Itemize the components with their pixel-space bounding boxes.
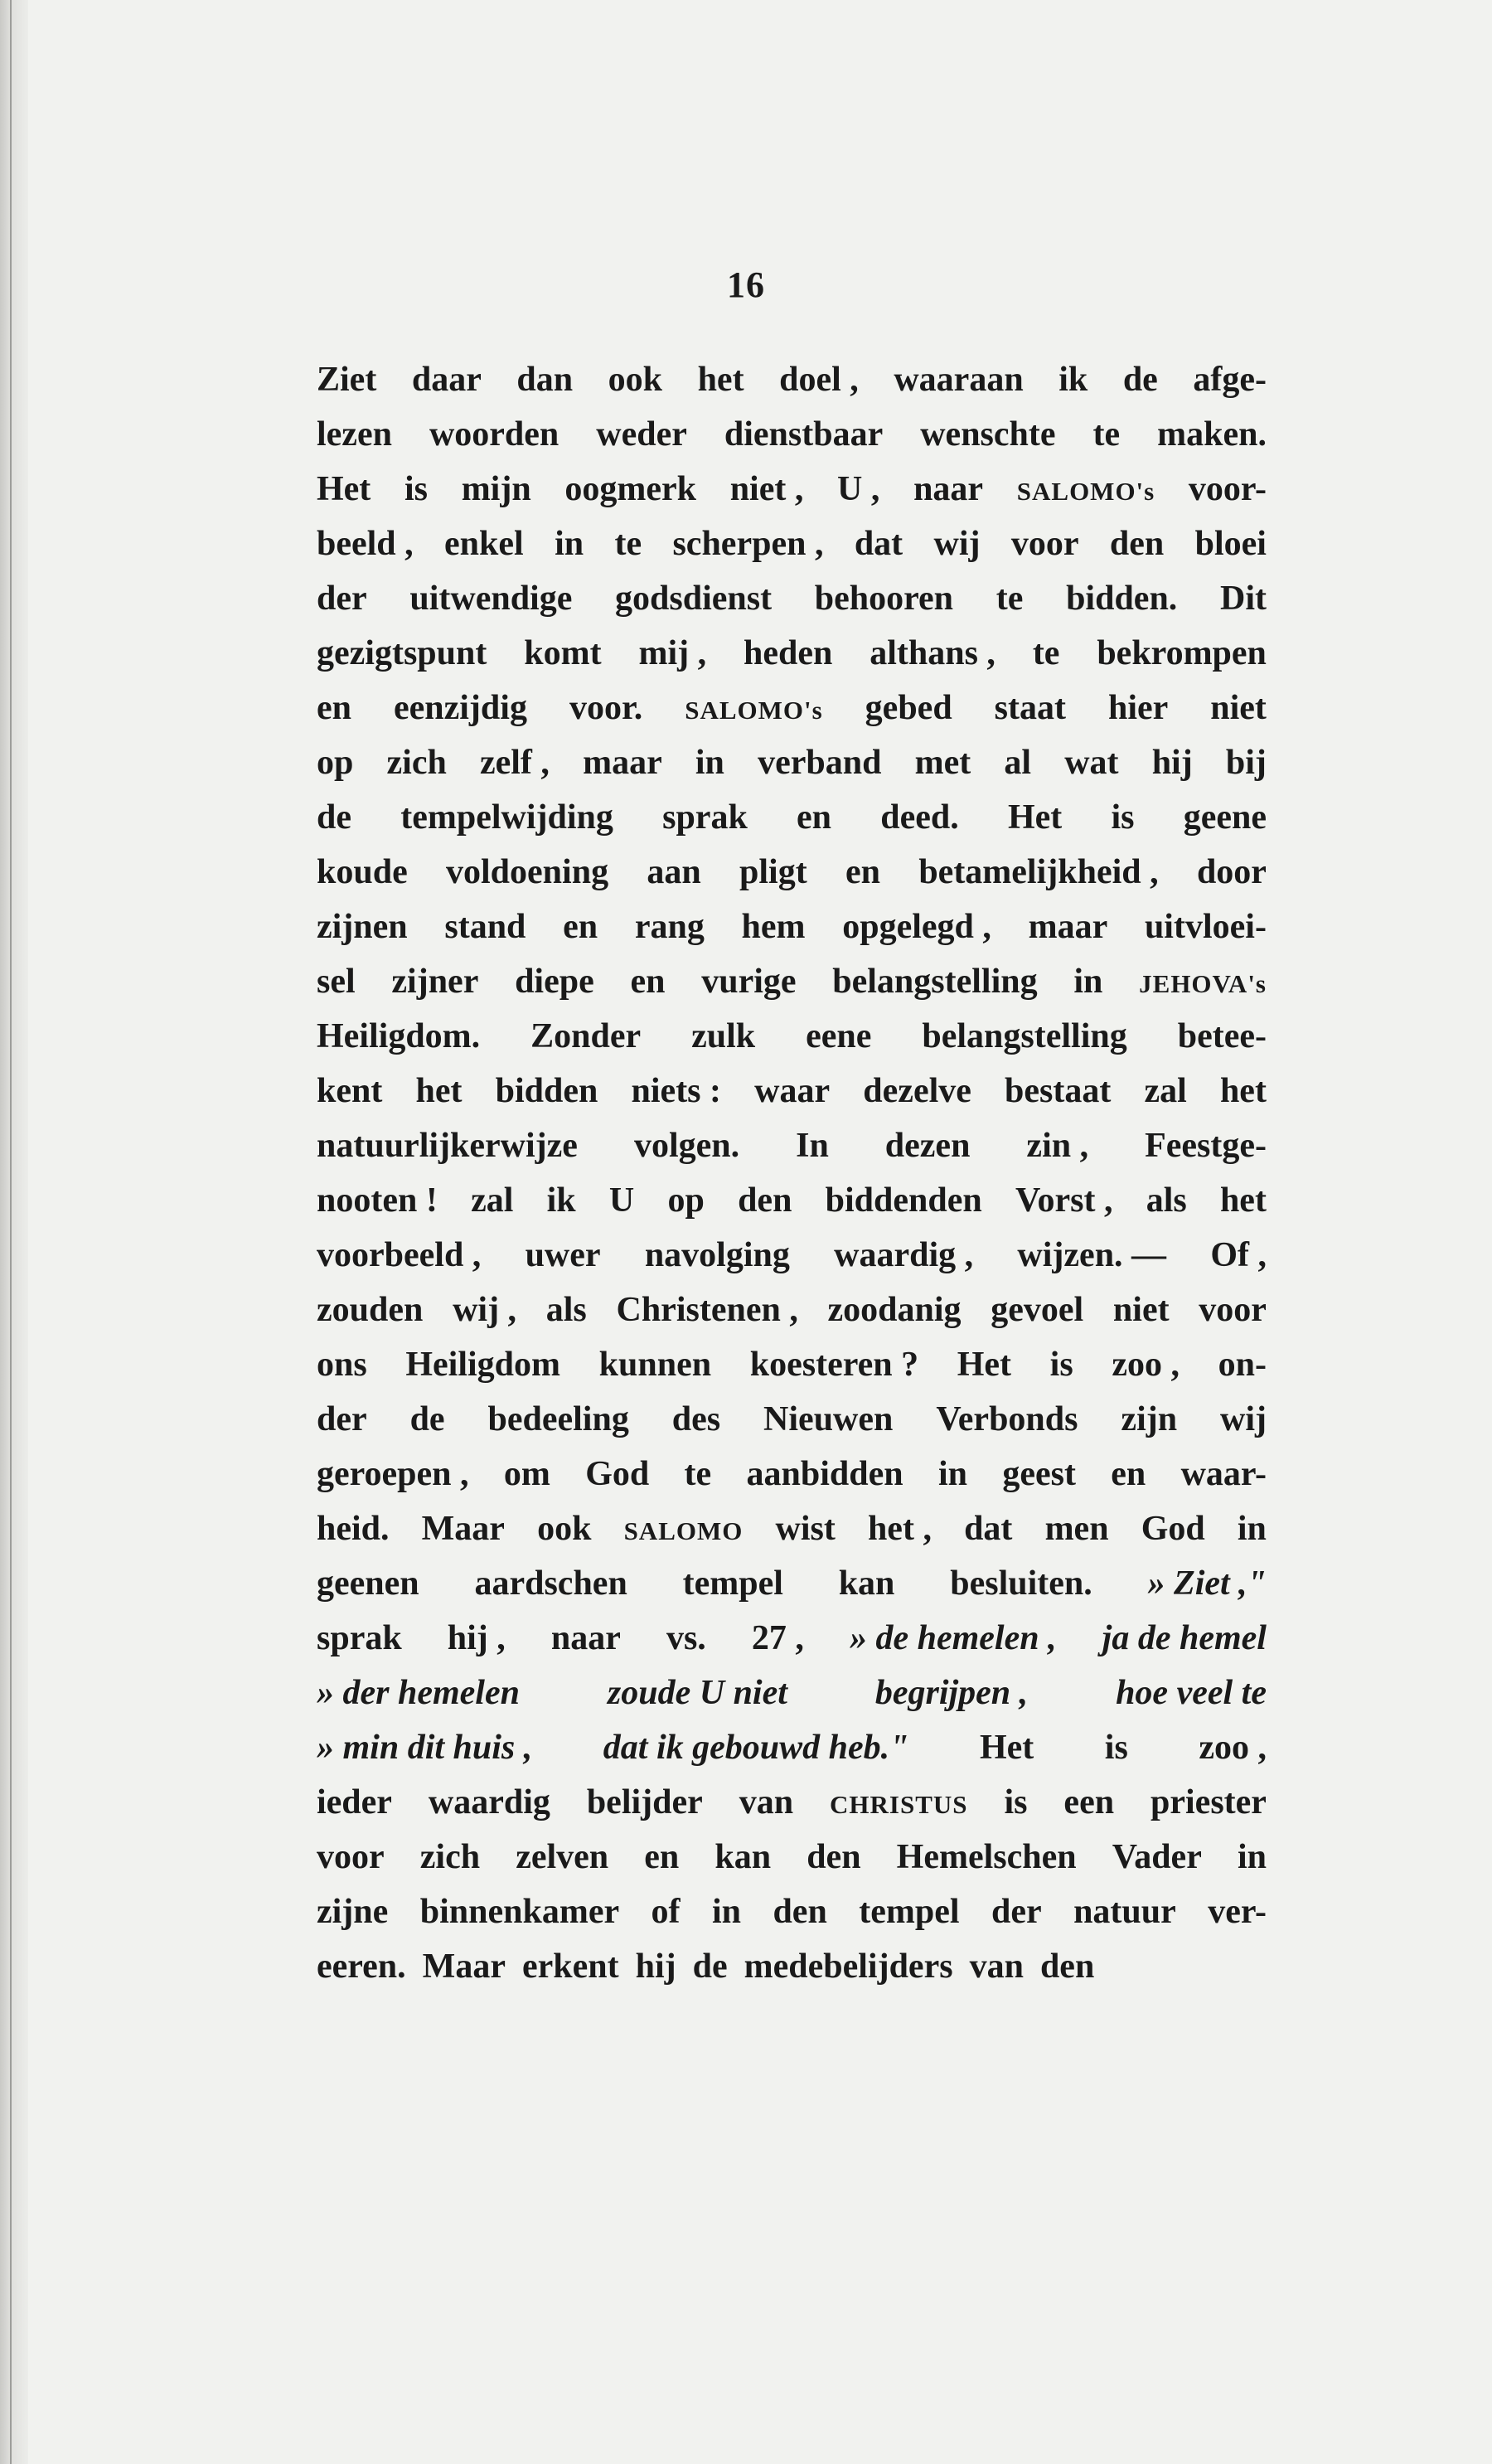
word: verband [758,744,882,782]
word: in [695,744,724,782]
word: gebed [865,689,952,727]
text-line [317,1564,1267,1618]
word: koesteren ? [749,1346,919,1384]
word: Vorst , [1015,1181,1113,1220]
word: het [415,1072,463,1110]
word: God [585,1455,650,1493]
word: en [797,798,832,837]
word: het [1219,1072,1267,1110]
word: pligt [739,853,807,891]
word: geroepen , [317,1455,469,1493]
word: van [739,1783,794,1821]
word: U , [837,470,880,508]
text-line [317,360,1267,415]
word: besluiten. [950,1564,1092,1603]
word: des [671,1400,721,1438]
word: ons [317,1346,367,1384]
word: door [1196,853,1267,891]
word: hij [635,1947,676,1986]
word: niet , [729,470,804,508]
word: de [409,1400,445,1438]
word: Zonder [530,1017,642,1055]
word: belangstelling [832,963,1038,1001]
word: wijzen. — [1017,1236,1167,1274]
word: om [503,1455,550,1493]
text-line [317,1783,1267,1837]
word: eene [806,1017,872,1055]
word: dat [964,1510,1013,1548]
word: God [1141,1510,1205,1548]
word: dat [854,525,903,563]
word: te [614,525,642,563]
word: Heiligdom. [317,1017,481,1055]
word: » der hemelen [317,1674,520,1712]
word: Dit [1220,580,1267,618]
word: oogmerk [564,470,697,508]
word: dienstbaar [724,415,884,454]
word: natuurlijkerwijze [317,1127,578,1165]
word: geest [1002,1455,1076,1493]
word: van [969,1947,1024,1986]
word: niets : [631,1072,722,1110]
word: Heiligdom [405,1346,561,1384]
word: CHRISTUS [830,1790,968,1819]
word: zulk [691,1017,756,1055]
word: dezen [884,1127,971,1165]
word: dezelve [863,1072,971,1110]
word: hem [741,908,806,946]
word: wij [1220,1400,1267,1438]
word: waardig , [834,1236,974,1274]
word: heden [743,634,833,672]
word: den [1109,525,1165,563]
word: uitwendige [409,580,573,618]
word: sprak [662,798,748,837]
word: te [1092,415,1121,454]
word: is [1111,798,1135,837]
word: zoodanig [827,1291,962,1329]
word: en [644,1838,680,1876]
word: betamelijkheid , [918,853,1159,891]
word: voorbeeld , [317,1236,482,1274]
text-line [317,1290,1267,1345]
word: kunnen [598,1346,712,1384]
word: te [1032,634,1060,672]
word: weder [596,415,687,454]
word: den [807,1838,861,1876]
word: Christenen , [616,1291,798,1329]
word: bij [1225,744,1267,782]
word: is [404,470,428,508]
text-line [317,1728,1267,1783]
word: vs. [666,1619,706,1657]
word: mij , [638,634,707,672]
word: sprak [317,1619,402,1657]
word: hier [1107,689,1169,727]
word: in [1073,963,1103,1001]
text-line [317,852,1267,907]
word: U [608,1181,635,1220]
word: Ziet [317,361,377,399]
word: zich [386,744,447,782]
word: biddenden [825,1181,982,1220]
word: heid. [317,1510,390,1548]
word: priester [1150,1783,1267,1821]
word: de [1122,361,1158,399]
word: woorden [429,415,560,454]
word: is [1104,1729,1128,1767]
text-line [317,1618,1267,1673]
word: niet [1112,1291,1170,1329]
body-text [317,360,1267,2001]
word: komt [524,634,602,672]
word: lezen [317,415,392,454]
word: natuur [1073,1893,1176,1931]
word: » de hemelen , [849,1619,1057,1657]
word: wat [1064,744,1119,782]
word: zal [471,1181,514,1220]
word: zich [419,1838,481,1876]
word: men [1044,1510,1109,1548]
text-line [317,688,1267,743]
text-line [317,469,1267,524]
word: volgen. [633,1127,740,1165]
word: nooten ! [317,1181,438,1220]
word: godsdienst [615,580,773,618]
text-line [317,1181,1267,1235]
word: kent [317,1072,383,1110]
text-line [317,415,1267,469]
word: uitvloei- [1144,908,1267,946]
word: zijnen [317,908,408,946]
word: afge- [1193,361,1267,399]
word: de [692,1947,728,1986]
word: zoude U niet [607,1674,787,1712]
word: en [317,689,351,727]
word: bestaat [1005,1072,1112,1110]
word: maken. [1157,415,1267,454]
word: belijder [586,1783,703,1821]
word: uwer [525,1236,601,1274]
word: eenzijdig [393,689,527,727]
word: zin , [1026,1127,1089,1165]
page-number: 16 [727,264,765,305]
word: enkel [444,525,524,563]
word: wij [933,525,981,563]
word: en [563,908,598,946]
word: waar- [1180,1455,1267,1493]
word: bekrompen [1097,634,1267,672]
word: ja de hemel [1102,1619,1267,1657]
word: Vader [1112,1838,1202,1876]
word: in [711,1893,742,1931]
word: voor- [1188,470,1267,508]
word: hij , [447,1619,506,1657]
word: on- [1218,1346,1267,1384]
word: hij [1151,744,1193,782]
word: zouden [317,1291,424,1329]
page-edge-line [10,0,12,2464]
text-line [317,633,1267,688]
text-line [317,1071,1267,1126]
word: naar [913,470,984,508]
word: wenschte [920,415,1056,454]
word: en [630,963,666,1001]
text-line [317,962,1267,1016]
word: het , [867,1510,932,1548]
word: koude [317,853,408,891]
word: tempelwijding [400,798,613,837]
word: maar [583,744,662,782]
word: In [796,1127,829,1165]
word: navolging [644,1236,790,1274]
word: voor [1010,525,1079,563]
word: Feestge- [1145,1127,1267,1165]
word: beeld , [317,525,414,563]
word: den [1039,1947,1095,1986]
word: bedeeling [487,1400,629,1438]
word: met [914,744,971,782]
text-line [317,579,1267,633]
word: zijne [317,1893,389,1931]
word: gevoel [991,1291,1084,1329]
word: naar [550,1619,621,1657]
word: den [738,1181,792,1220]
word: sel [317,963,356,1001]
word: voor [1199,1291,1267,1329]
word: kan [838,1564,895,1603]
word: opgelegd , [842,908,991,946]
word: voor. [569,689,643,727]
word: Hemelschen [896,1838,1077,1876]
word: SALOMO's [685,696,823,725]
text-line [317,524,1267,579]
word: zijn [1121,1400,1178,1438]
word: en [845,853,881,891]
text-line [317,1837,1267,1892]
word: Het [957,1346,1012,1384]
word: der [317,580,367,618]
word: JEHOVA's [1139,969,1267,998]
word: begrijpen , [874,1674,1029,1712]
text-line [317,1947,1267,2001]
word: erkent [521,1947,619,1986]
text-line [317,1673,1267,1728]
text-line [317,1235,1267,1290]
word: mijn [461,470,531,508]
word: bloei [1194,525,1267,563]
word: medebelijders [744,1947,953,1986]
word: betee- [1177,1017,1267,1055]
word: al [1004,744,1032,782]
word: SALOMO [623,1516,744,1545]
word: is [1004,1783,1028,1821]
word: der [991,1893,1042,1931]
word: bidden [495,1072,598,1110]
word: Of , [1210,1236,1267,1274]
text-line [317,1126,1267,1181]
word: den [773,1893,827,1931]
word: » Ziet ," [1147,1564,1267,1603]
word: niet [1210,689,1267,727]
word: waaraan [894,361,1024,399]
word: geenen [317,1564,419,1603]
word: maar [1028,908,1108,946]
word: dan [516,361,574,399]
word: is [1049,1346,1073,1384]
word: in [555,525,584,563]
word: belangstelling [922,1017,1127,1055]
word: zoo , [1112,1346,1180,1384]
word: het [697,361,744,399]
word: te [684,1455,712,1493]
word: hoe veel te [1116,1674,1267,1712]
word: binnenkamer [419,1893,620,1931]
text-line [317,1399,1267,1454]
word: aardschen [474,1564,627,1603]
text-line [317,1016,1267,1071]
word: althans , [870,634,995,672]
word: scherpen , [672,525,824,563]
word: aan [647,853,701,891]
word: het [1219,1181,1267,1220]
word: Nieuwen [763,1400,894,1438]
word: zoo , [1199,1729,1267,1767]
word: gezigtspunt [317,634,487,672]
word: vurige [701,963,797,1001]
word: Het [1007,798,1063,837]
word: der [317,1400,367,1438]
word: zelf , [479,744,550,782]
text-line [317,1345,1267,1399]
word: in [937,1455,967,1493]
word: als [545,1291,587,1329]
word: zal [1144,1072,1187,1110]
word: geene [1183,798,1267,837]
word: Maar [421,1510,505,1548]
text-line [317,1509,1267,1564]
word: op [667,1181,705,1220]
word: in [1237,1838,1267,1876]
word: ook [608,361,663,399]
word: wij , [453,1291,517,1329]
word: de [317,798,351,837]
word: » min dit huis , [317,1729,533,1767]
word: als [1146,1181,1187,1220]
word: Verbonds [936,1400,1078,1438]
word: op [317,744,354,782]
text-line [317,1454,1267,1509]
word: deed. [880,798,959,837]
word: dat ik gebouwd heb." [603,1729,909,1767]
word: tempel [859,1893,960,1931]
word: behooren [814,580,954,618]
text-line [317,1892,1267,1947]
word: Maar [422,1947,506,1986]
word: waardig [428,1783,550,1821]
word: eeren. [317,1947,406,1986]
word: voor [317,1838,385,1876]
word: voldoening [446,853,609,891]
word: bidden. [1066,580,1178,618]
word: stand [444,908,526,946]
word: rang [634,908,705,946]
word: en [1111,1455,1146,1493]
text-line [317,798,1267,852]
word: kan [715,1838,772,1876]
word: in [1237,1510,1267,1548]
word: staat [994,689,1066,727]
word: Het [317,470,371,508]
word: ik [1058,361,1088,399]
word: zelven [516,1838,609,1876]
word: ook [537,1510,592,1548]
word: daar [411,361,482,399]
word: aanbidden [746,1455,903,1493]
word: 27 , [751,1619,804,1657]
word: Het [979,1729,1034,1767]
word: of [651,1893,681,1931]
word: zijner [391,963,479,1001]
word: een [1063,1783,1115,1821]
word: ik [546,1181,576,1220]
word: ieder [317,1783,392,1821]
word: tempel [682,1564,783,1603]
word: te [995,580,1024,618]
word: doel , [779,361,859,399]
word: ver- [1208,1893,1267,1931]
text-line [317,907,1267,962]
word: diepe [515,963,594,1001]
word: wist [775,1510,836,1548]
text-line [317,743,1267,798]
word: waar [754,1072,831,1110]
word: SALOMO's [1016,477,1155,506]
page-edge [0,0,28,2464]
